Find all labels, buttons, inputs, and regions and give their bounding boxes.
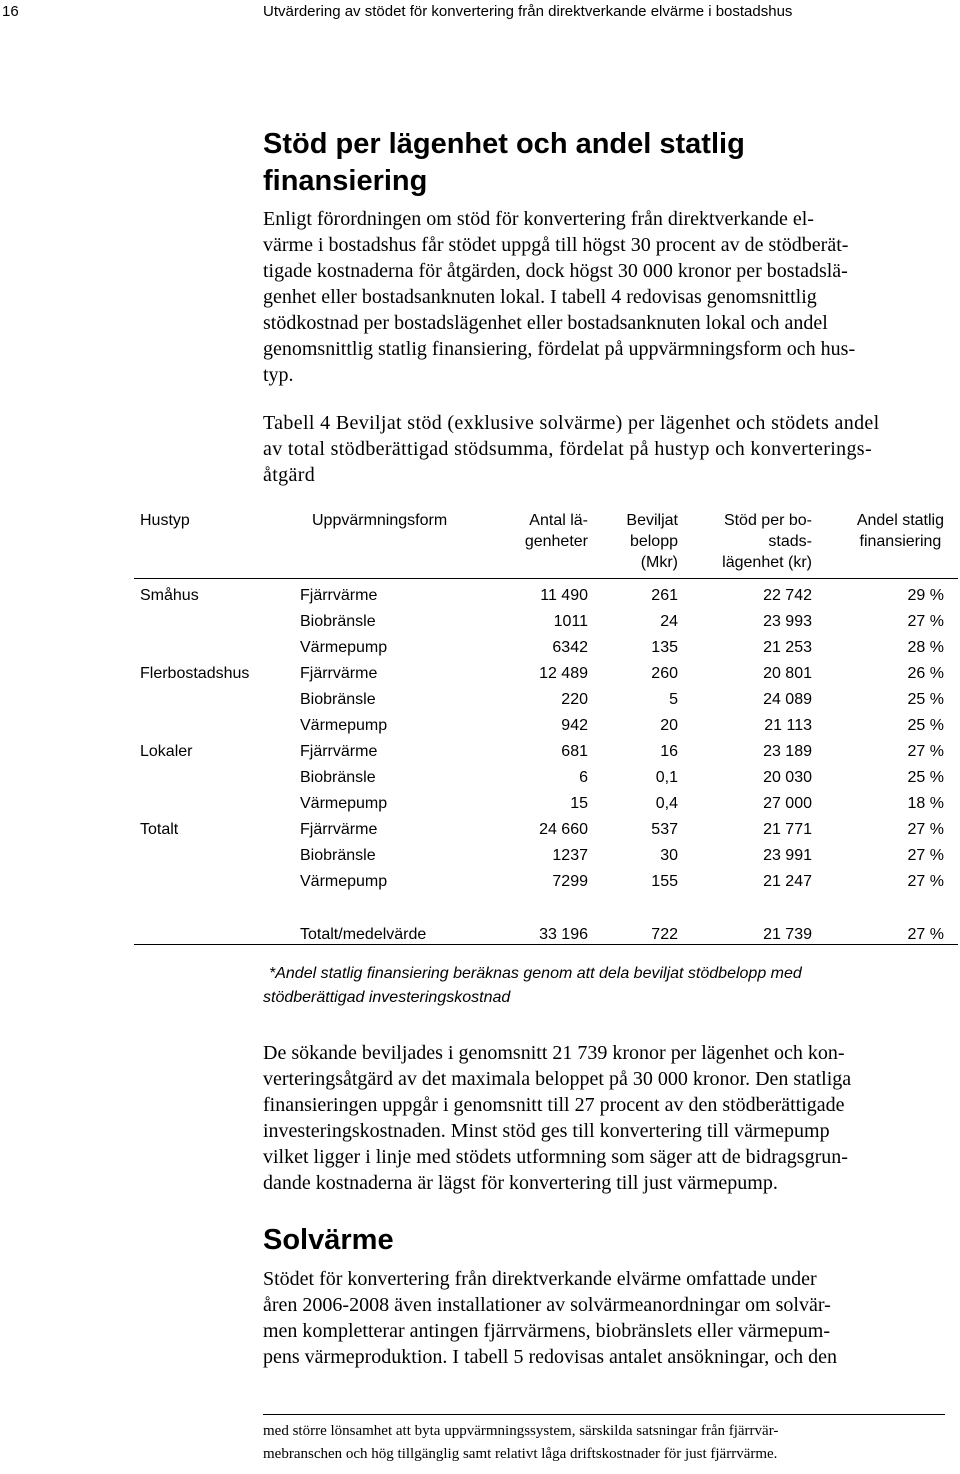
table-header [134, 508, 958, 578]
cell-uppvarmningsform: Biobränsle [300, 691, 376, 708]
cell-uppvarmningsform: Värmepump [300, 717, 388, 734]
text-line: genomsnittlig statlig finansiering, fördelat på uppvärmningsform och hus- [263, 338, 856, 360]
header-stod-line: Stöd per bo- [723, 512, 812, 529]
cell-andel: 25 % [907, 769, 944, 786]
cell-belopp: 20 [660, 717, 678, 734]
cell-andel: 27 % [907, 847, 944, 864]
header-hustyp: Hustyp [140, 512, 190, 529]
header-stod-line: lägenhet (kr) [722, 554, 812, 571]
text-line: stödkostnad per bostadslägenhet eller bostadsanknuten lokal och andel [263, 312, 828, 334]
footnote-line: med större lönsamhet att byta uppvärmningssystem, särskilda satsningar från fjärrvär- [263, 1423, 779, 1439]
text-line: pens värmeproduktion. I tabell 5 redovisas antalet ansökningar, och den [263, 1346, 838, 1368]
cell-stod: 21 113 [764, 717, 812, 734]
page-number: 16 [2, 3, 19, 20]
cell-antal: 12 489 [539, 665, 588, 682]
cell-antal: 942 [561, 717, 588, 734]
table-row [134, 609, 958, 635]
cell-belopp: 0,4 [655, 795, 678, 812]
cell-antal: 11 490 [540, 587, 588, 604]
cell-antal: 220 [561, 691, 588, 708]
cell-andel: 27 % [907, 613, 944, 630]
header-uppvarmningsform: Uppvärmningsform [312, 512, 448, 529]
cell-antal: 1011 [553, 613, 588, 630]
cell-andel: 18 % [907, 795, 944, 812]
cell-stod: 27 000 [763, 795, 812, 812]
cell-stod: 23 991 [763, 847, 812, 864]
cell-antal: 7299 [552, 873, 588, 890]
footnote-rule [263, 1414, 945, 1415]
cell-uppvarmningsform: Värmepump [300, 795, 388, 812]
cell-uppvarmningsform: Biobränsle [300, 769, 376, 786]
text-line: dande kostnaderna är lägst för konvertering till just värmepump. [263, 1172, 778, 1194]
cell-belopp: 722 [651, 926, 678, 943]
text-line: verteringsåtgärd av det maximala beloppet på 30 000 kronor. Den statliga [263, 1068, 852, 1090]
cell-antal: 6 [579, 769, 588, 786]
section-title-stod: Stöd per lägenhet och andel statlig finansiering [263, 128, 745, 197]
cell-stod: 23 993 [763, 613, 812, 630]
paragraph-results [263, 1040, 943, 1196]
text-line: åren 2006-2008 även installationer av solvärmeanordningar om solvär- [263, 1294, 831, 1316]
cell-andel: 27 % [907, 873, 944, 890]
page-header [0, 3, 960, 25]
caption-line: åtgärd [263, 464, 316, 486]
cell-andel: 27 % [907, 743, 944, 760]
cell-uppvarmningsform: Totalt/medelvärde [300, 926, 427, 943]
cell-belopp: 260 [651, 665, 678, 682]
text-line: De sökande beviljades i genomsnitt 21 739 kronor per lägenhet och kon- [263, 1042, 845, 1064]
note-line: stödberättigad investeringskostnad [263, 989, 511, 1006]
cell-belopp: 261 [651, 587, 678, 604]
table-row [134, 817, 958, 843]
text-line: vilket ligger i linje med stödets utformning som säger att de bidragsgrun- [263, 1146, 848, 1168]
cell-belopp: 135 [651, 639, 678, 656]
header-andel [857, 510, 944, 552]
text-line: värme i bostadshus får stödet uppgå till högst 30 procent av de stödberät- [263, 234, 849, 256]
bottom-rule [134, 944, 958, 945]
cell-stod: 21 739 [763, 926, 812, 943]
cell-andel: 26 % [907, 665, 944, 682]
header-rule [134, 578, 958, 579]
table-row [134, 791, 958, 817]
cell-andel: 29 % [907, 587, 944, 604]
cell-hustyp: Totalt [140, 821, 179, 838]
cell-uppvarmningsform: Biobränsle [300, 613, 376, 630]
header-belopp-line: (Mkr) [640, 554, 678, 571]
cell-belopp: 30 [660, 847, 678, 864]
cell-antal: 33 196 [539, 926, 588, 943]
text-line: investeringskostnaden. Minst stöd ges till konvertering till värmepump [263, 1120, 830, 1142]
cell-uppvarmningsform: Fjärrvärme [300, 587, 378, 604]
header-stod [722, 510, 812, 573]
cell-stod: 24 089 [763, 691, 812, 708]
cell-stod: 21 247 [763, 873, 812, 890]
footnote [263, 1420, 943, 1466]
header-stod-line: stads- [768, 533, 812, 550]
table-row [134, 687, 958, 713]
text-line: typ. [263, 364, 294, 386]
table-row [134, 869, 958, 895]
cell-antal: 681 [561, 743, 588, 760]
running-title: Utvärdering av stödet för konvertering från direktverkande elvärme i bostadshus [263, 3, 793, 20]
text-line: finansieringen uppgår i genomsnitt till 27 procent av den stödberättigade [263, 1094, 845, 1116]
cell-stod: 23 189 [763, 743, 812, 760]
cell-stod: 21 253 [763, 639, 812, 656]
table-row [134, 765, 958, 791]
header-antal-line: genheter [524, 533, 588, 550]
text-line: Enligt förordningen om stöd för konvertering från direktverkande el- [263, 208, 814, 230]
cell-andel: 28 % [907, 639, 944, 656]
cell-stod: 20 030 [763, 769, 812, 786]
cell-stod: 21 771 [763, 821, 812, 838]
cell-andel: 27 % [907, 926, 944, 943]
cell-belopp: 537 [651, 821, 678, 838]
cell-andel: 27 % [907, 821, 944, 838]
cell-antal: 24 660 [539, 821, 588, 838]
caption-line: Tabell 4 Beviljat stöd (exklusive solvärme) per lägenhet och stödets andel [263, 412, 880, 434]
cell-uppvarmningsform: Biobränsle [300, 847, 376, 864]
header-andel-line: Andel statlig [856, 512, 944, 529]
table-caption [263, 410, 943, 488]
table-row [134, 635, 958, 661]
note-line: *Andel statlig finansiering beräknas genom att dela beviljat stödbelopp med [269, 965, 802, 982]
cell-andel: 25 % [907, 717, 944, 734]
cell-antal: 6342 [552, 639, 588, 656]
text-line: Stödet för konvertering från direktverkande elvärme omfattade under [263, 1268, 817, 1290]
cell-belopp: 24 [660, 613, 678, 630]
table-note [263, 962, 943, 1010]
table-row [134, 713, 958, 739]
table-row [134, 843, 958, 869]
cell-stod: 20 801 [763, 665, 812, 682]
header-antal [525, 510, 588, 552]
cell-belopp: 16 [660, 743, 678, 760]
cell-hustyp: Småhus [140, 587, 199, 604]
cell-uppvarmningsform: Fjärrvärme [300, 743, 378, 760]
cell-hustyp: Lokaler [140, 743, 193, 760]
header-antal-line: Antal lä- [529, 512, 588, 529]
text-line: men kompletterar antingen fjärrvärmens, biobränslets eller värmepum- [263, 1320, 831, 1342]
table-row [134, 661, 958, 687]
text-line: tigade kostnaderna för åtgärden, dock högst 30 000 kronor per bostadslä- [263, 260, 848, 282]
cell-belopp: 0,1 [655, 769, 678, 786]
header-belopp-line: Beviljat [626, 512, 678, 529]
header-belopp-line: belopp [629, 533, 678, 550]
cell-uppvarmningsform: Värmepump [300, 873, 388, 890]
cell-uppvarmningsform: Fjärrvärme [300, 821, 378, 838]
table-row [134, 583, 958, 609]
section-body-solvarme [263, 1266, 943, 1370]
cell-antal: 15 [570, 795, 588, 812]
cell-andel: 25 % [907, 691, 944, 708]
table-row [134, 739, 958, 765]
cell-stod: 22 742 [763, 587, 812, 604]
footnote-line: mebranschen och hög tillgänglig samt relativt låga driftskostnader för just fjärrvärme. [263, 1446, 778, 1462]
cell-antal: 1237 [552, 847, 588, 864]
header-belopp [626, 510, 678, 573]
header-andel-line: finansiering [859, 533, 942, 550]
cell-uppvarmningsform: Värmepump [300, 639, 388, 656]
cell-belopp: 155 [651, 873, 678, 890]
text-line: genhet eller bostadsanknuten lokal. I tabell 4 redovisas genomsnittlig [263, 286, 817, 308]
section-body-stod [263, 206, 943, 388]
cell-hustyp: Flerbostadshus [140, 665, 250, 682]
cell-belopp: 5 [669, 691, 678, 708]
section-title-solvarme: Solvärme [263, 1224, 394, 1256]
cell-uppvarmningsform: Fjärrvärme [300, 665, 378, 682]
caption-line: av total stödberättigad stödsumma, fördelat på hustyp och konverterings- [263, 438, 872, 460]
